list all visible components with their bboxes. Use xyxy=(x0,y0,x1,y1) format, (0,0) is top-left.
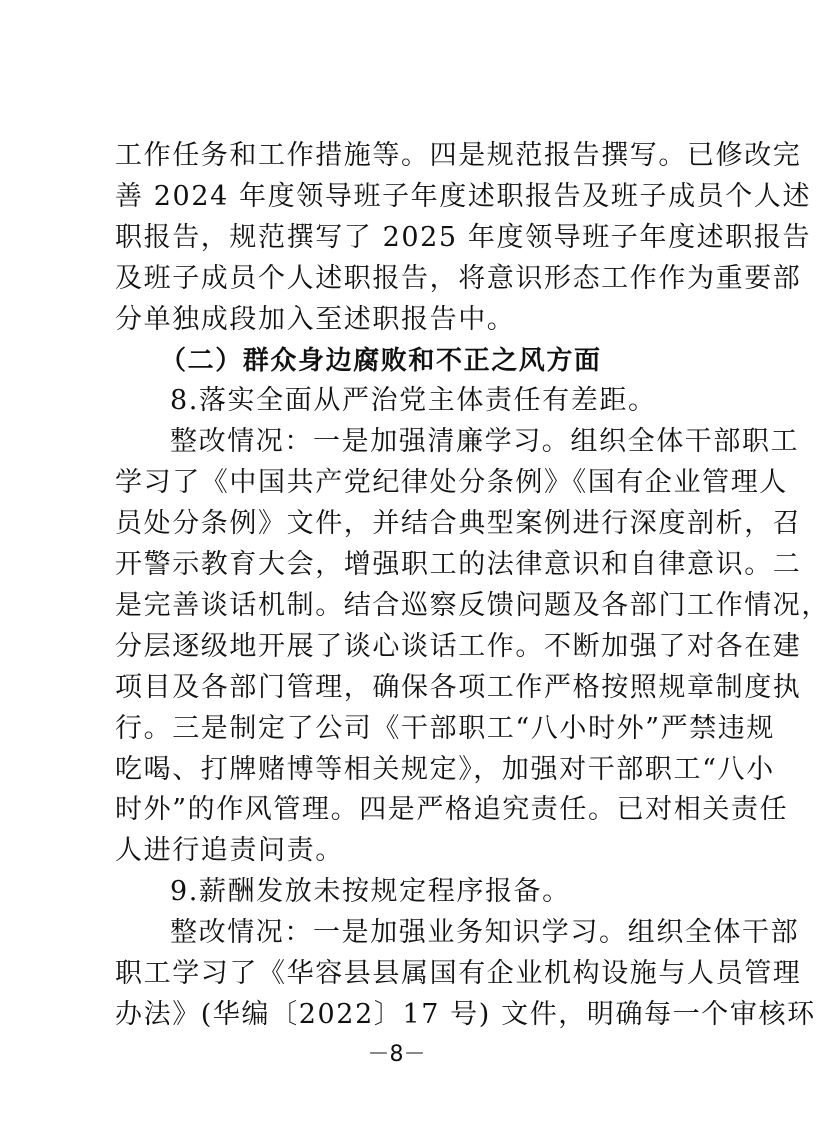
body-line: 开警示教育大会，增强职工的法律意识和自律意识。二 xyxy=(115,549,802,580)
item-heading: 9.薪酬发放未按规定程序报备。 xyxy=(170,876,571,908)
body-line: 是完善谈话机制。结合巡察反馈问题及各部门工作情况， xyxy=(115,589,830,621)
body-line: 时外”的作风管理。四是严格追究责任。已对相关责任 xyxy=(115,794,789,826)
body-line: 人进行追责问责。 xyxy=(115,835,344,867)
body-line: 学习了《中国共产党纪律处分条例》《国有企业管理人 xyxy=(115,467,788,499)
body-line: 整改情况：一是加强业务知识学习。组织全体干部 xyxy=(170,917,800,949)
body-line: 职工学习了《华容县县属国有企业机构设施与人员管理 xyxy=(115,958,802,989)
body-line: 工作任务和工作措施等。四是规范报告撰写。已修改完 xyxy=(115,140,802,171)
body-line: 办法》(华编〔2022〕17 号) 文件，明确每一个审核环 xyxy=(115,998,816,1030)
page-number: －8－ xyxy=(367,1042,426,1067)
body-line: 整改情况：一是加强清廉学习。组织全体干部职工 xyxy=(170,426,800,458)
body-line: 分层逐级地开展了谈心谈话工作。不断加强了对各在建 xyxy=(115,630,802,662)
body-line: 职报告，规范撰写了 2025 年度领导班子年度述职报告 xyxy=(115,221,812,253)
body-line: 及班子成员个人述职报告，将意识形态工作作为重要部 xyxy=(115,262,802,294)
body-line: 吃喝、打牌赌博等相关规定》，加强对干部职工“八小 xyxy=(115,753,775,785)
section-heading: （二）群众身边腐败和不正之风方面 xyxy=(160,345,602,376)
body-line: 员处分条例》文件，并结合典型案例进行深度剖析，召 xyxy=(115,508,802,540)
body-line: 行。三是制定了公司《干部职工“八小时外”严禁违规 xyxy=(115,712,776,744)
body-line: 项目及各部门管理，确保各项工作严格按照规章制度执 xyxy=(115,671,802,703)
item-heading: 8.落实全面从严治党主体责任有差距。 xyxy=(170,385,657,417)
body-line: 善 2024 年度领导班子年度述职报告及班子成员个人述 xyxy=(115,180,812,212)
body-line: 分单独成段加入至述职报告中。 xyxy=(115,303,516,335)
